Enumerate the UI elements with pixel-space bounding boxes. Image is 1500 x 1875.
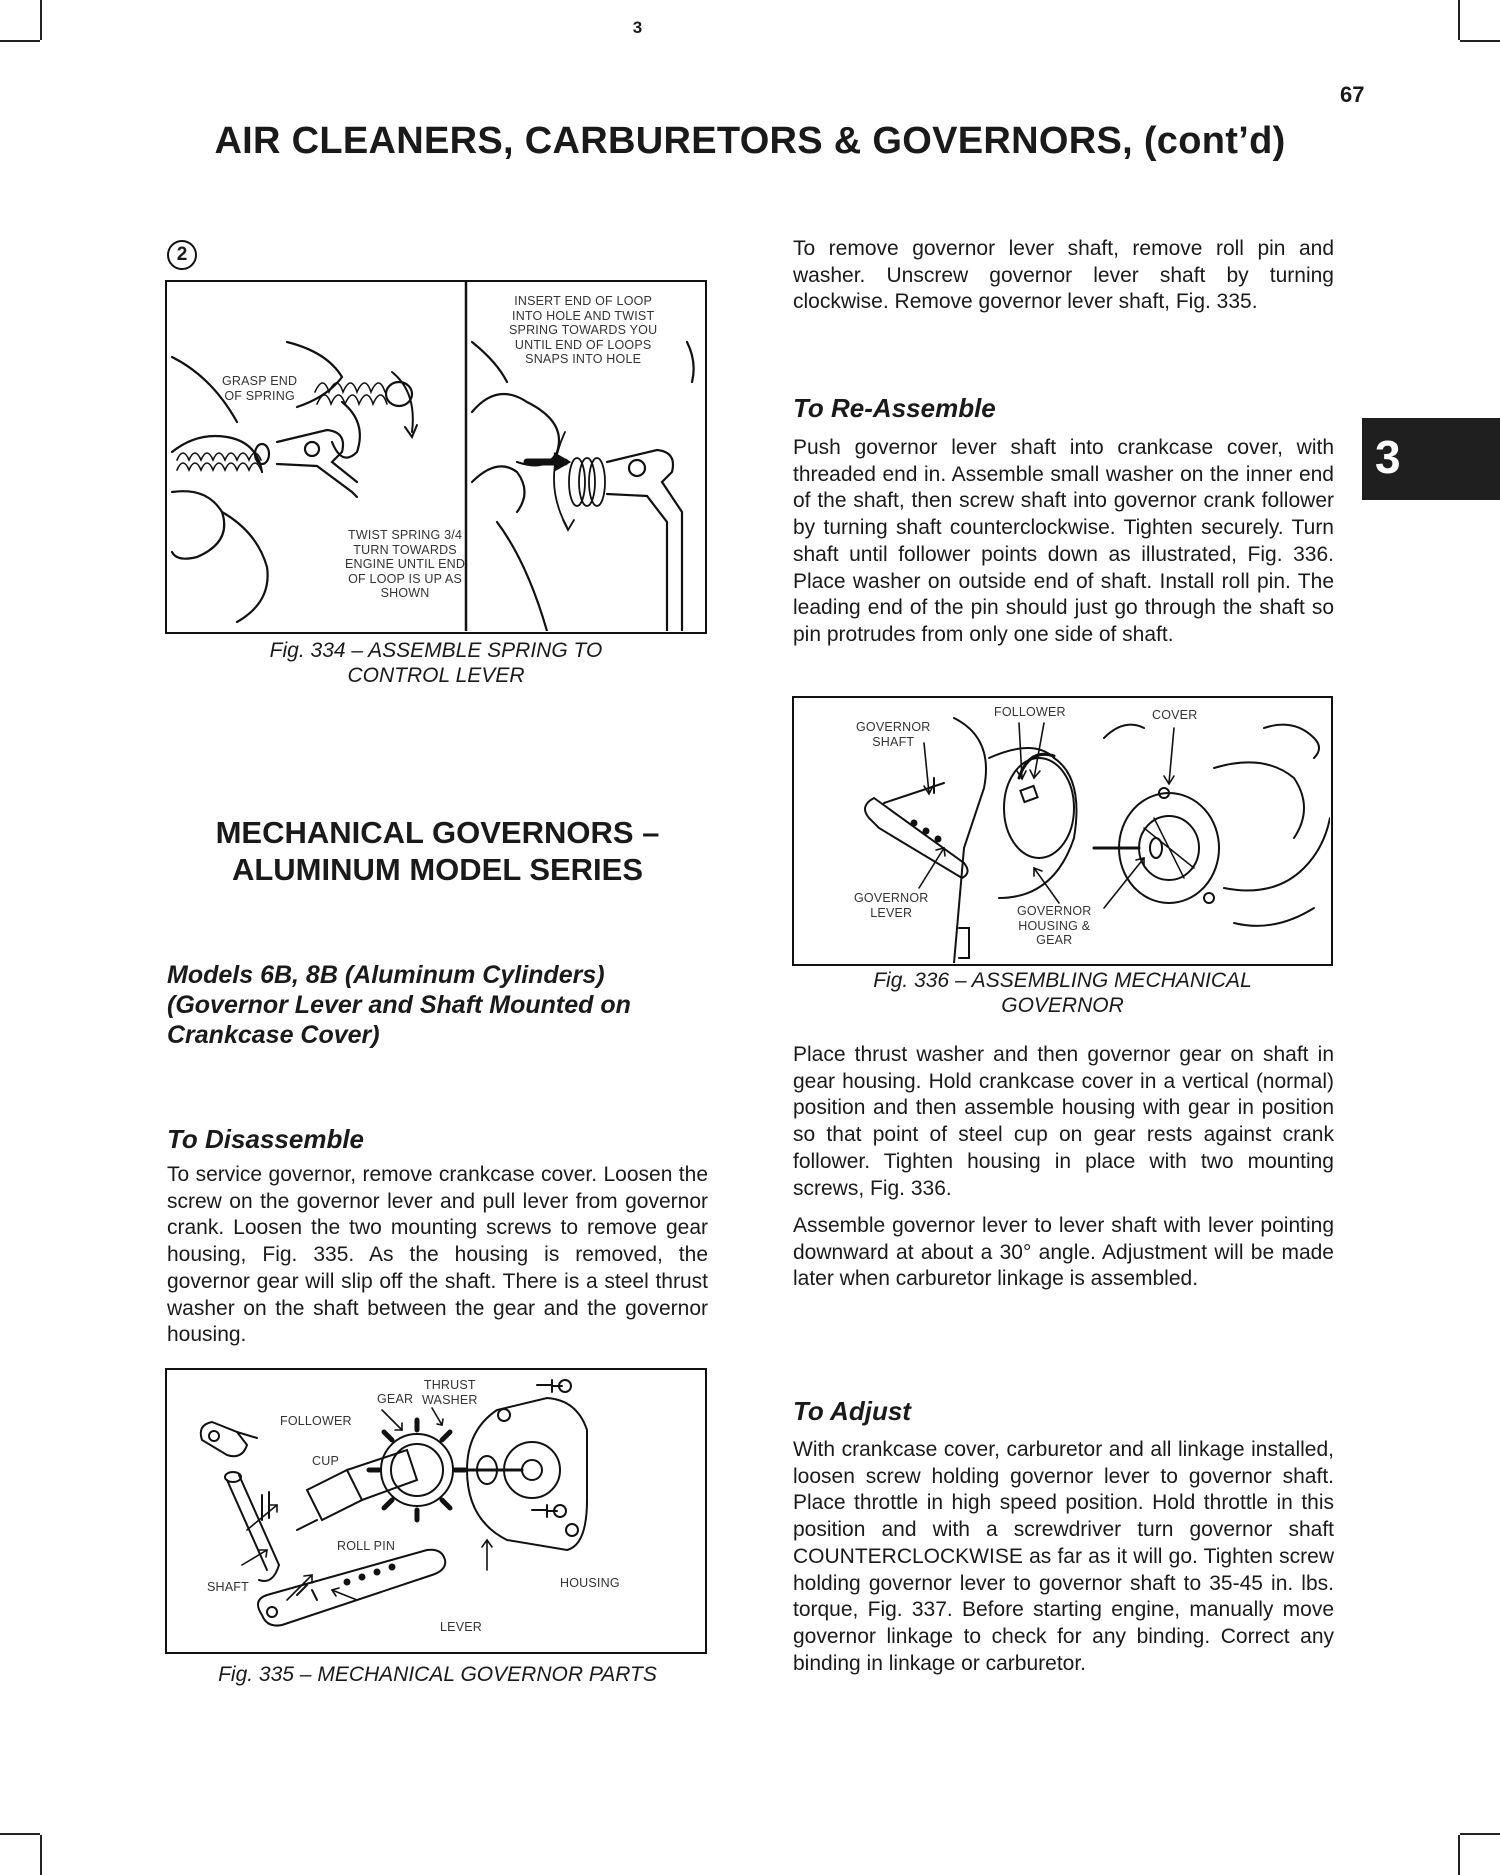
crop-mark — [0, 40, 40, 42]
crop-mark — [0, 1833, 40, 1835]
fig336-label-follower: FOLLOWER — [994, 705, 1066, 719]
reassemble-text: Push governor lever shaft into crankcase cover, with threaded end in. Assemble small washer on the inner end of the shaft, then screw shaft into governor crank follower by turning shaft counterclockwise. Tighten securely. Turn shaft until follower points down as illustrated, Fig. 336. Place washer on outside end of shaft. Install roll pin. The leading end of the pin should just go through the shaft so pin protrudes from only one side of shaft. — [793, 436, 1334, 646]
fig335-label-housing: HOUSING — [560, 1576, 620, 1590]
adjust-text: With crankcase cover, carburetor and all linkage installed, loosen screw holding governor lever to governor shaft. Place throttle in high speed position. Hold throttle in this position and with a screwdriver turn governor shaft COUNTERCLOCKWISE as far as it will go. Tighten screw holding governor lever to governor shaft to 35-45 in. lbs. torque, Fig. 337. Before starting engine, manually move governor linkage to check for any binding. Correct any binding in linkage or carburetor. — [793, 1438, 1334, 1675]
fig335-caption: Fig. 335 – MECHANICAL GOVERNOR PARTS — [218, 1663, 657, 1686]
fig336-label-governor-shaft: GOVERNOR SHAFT — [856, 720, 931, 749]
crop-mark — [1460, 1833, 1500, 1835]
fig335-label-lever: LEVER — [440, 1620, 482, 1634]
page-title: AIR CLEANERS, CARBURETORS & GOVERNORS, (cont’d) — [214, 120, 1286, 162]
fig334-caption: Fig. 334 – ASSEMBLE SPRING TO CONTROL LEVER — [269, 639, 603, 687]
fig335-label-cup: CUP — [312, 1454, 339, 1468]
fig336-label-housing-gear: GOVERNOR HOUSING & GEAR — [1017, 904, 1092, 947]
crop-mark — [1458, 0, 1460, 40]
intro-text: To remove governor lever shaft, remove roll pin and washer. Unscrew governor lever shaft by turning clockwise. Remove governor lever shaft, Fig. 335. — [793, 237, 1334, 314]
fig336-caption: Fig. 336 – ASSEMBLING MECHANICAL GOVERNOR — [873, 969, 1252, 1017]
fig334-label-grasp: GRASP END OF SPRING — [222, 374, 298, 403]
lever-text: Assemble governor lever to lever shaft with lever pointing downward at about a 30° angle. Adjustment will be made later when carburetor linkage is assembled. — [793, 1214, 1334, 1291]
chapter-tab-number: 3 — [1375, 431, 1401, 483]
figure-335 — [165, 1368, 707, 1654]
fig336-label-governor-lever: GOVERNOR LEVER — [854, 891, 929, 920]
fig335-label-roll-pin: ROLL PIN — [337, 1539, 396, 1553]
fig334-label-twist: TWIST SPRING 3/4 TURN TOWARDS ENGINE UNTIL END OF LOOP IS UP AS SHOWN — [345, 528, 466, 600]
figure-334 — [165, 280, 707, 634]
governor-parts-illustration — [167, 1370, 704, 1651]
adjust-heading: To Adjust — [793, 1396, 911, 1426]
top-number: 3 — [632, 18, 643, 37]
fig335-label-gear: GEAR — [377, 1392, 414, 1406]
page-number: 67 — [1340, 82, 1365, 107]
crop-mark — [1458, 1835, 1460, 1875]
fig335-label-thrust-washer: THRUST WASHER — [422, 1378, 478, 1407]
fig335-label-follower: FOLLOWER — [280, 1414, 352, 1428]
figure-marker: 2 — [167, 240, 197, 270]
figure-336 — [792, 696, 1333, 966]
crop-mark — [40, 1835, 42, 1875]
disassemble-heading: To Disassemble — [167, 1124, 365, 1154]
chapter-tab — [1362, 418, 1500, 500]
reassemble-heading: To Re-Assemble — [793, 393, 996, 423]
model-heading: Models 6B, 8B (Aluminum Cylinders) (Governor Lever and Shaft Mounted on Crankcase Cover) — [167, 961, 631, 1049]
crop-mark — [1460, 40, 1500, 42]
fig335-label-shaft: SHAFT — [207, 1580, 249, 1594]
disassemble-text: To service governor, remove crankcase cover. Loosen the screw on the governor lever and pull lever from governor crank. Loosen the two mounting screws to remove gear housing, Fig. 335. As the housing is removed, the governor gear will slip off the shaft. There is a steel thrust washer on the shaft between the gear and the governor housing. — [167, 1163, 708, 1347]
fig334-label-insert: INSERT END OF LOOP INTO HOLE AND TWIST SPRING TOWARDS YOU UNTIL END OF LOOPS SNAPS INTO HOLE — [509, 294, 658, 366]
section-heading: MECHANICAL GOVERNORS – ALUMINUM MODEL SERIES — [215, 815, 660, 887]
thrust-text: Place thrust washer and then governor gear on shaft in gear housing. Hold crankcase cover in a vertical (normal) position and then assemble housing with gear in position so that point of steel cup on gear rests against crank follower. Tighten housing in place with two mounting screws, Fig. 336. — [793, 1043, 1334, 1200]
fig336-label-cover: COVER — [1152, 708, 1198, 722]
